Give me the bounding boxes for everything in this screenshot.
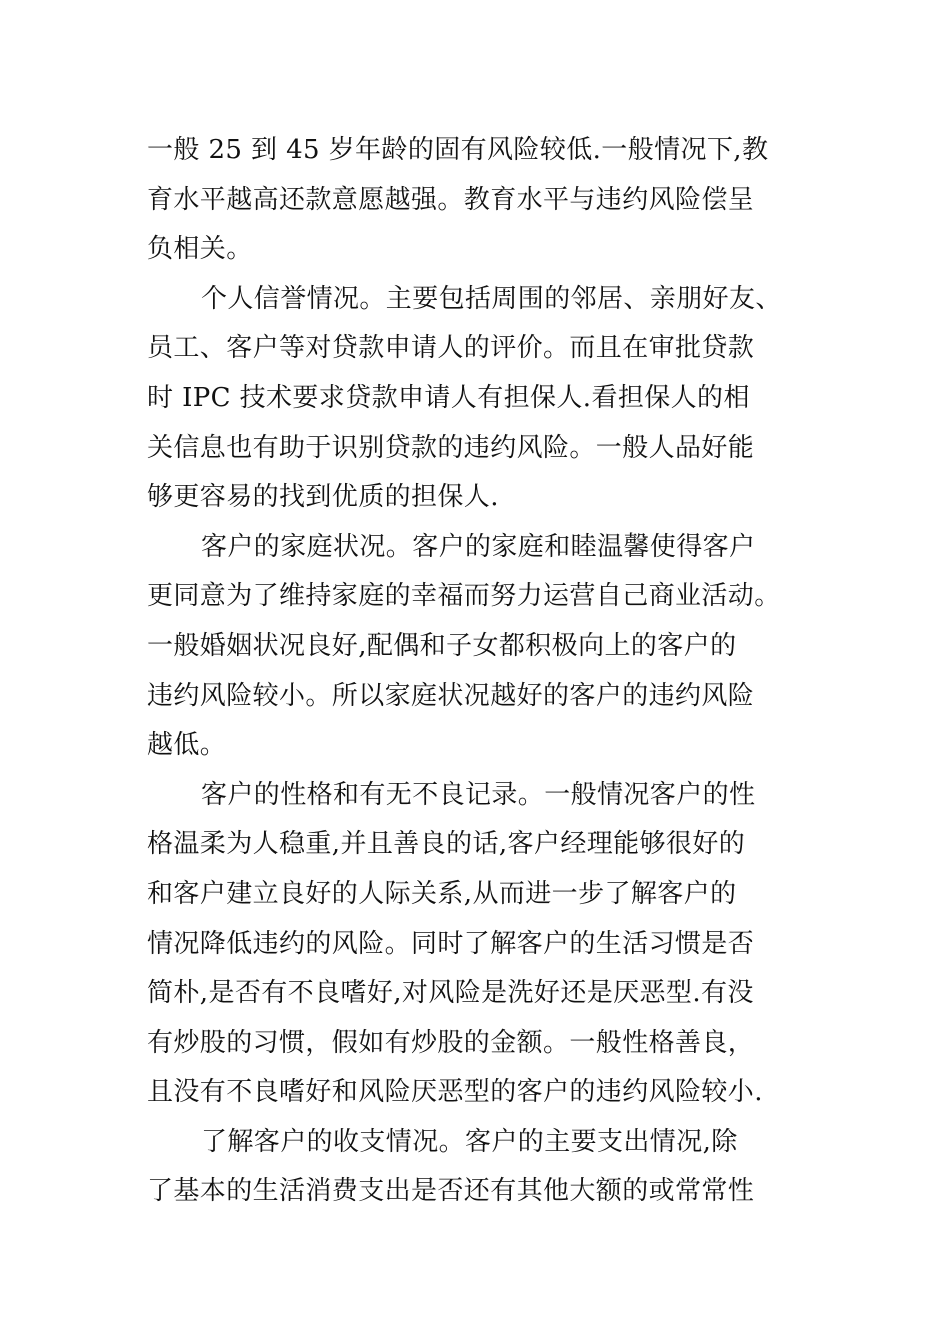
text-line: 员工、客户等对贷款申请人的评价。而且在审批贷款 <box>147 333 755 364</box>
text-line: 更同意为了维持家庭的幸福而努力运营自己商业活动。 <box>147 581 781 612</box>
text-line: 情况降低违约的风险。同时了解客户的生活习惯是否 <box>147 928 755 959</box>
text-line: 关信息也有助于识别贷款的违约风险。一般人品好能 <box>147 432 755 463</box>
text-line: 且没有不良嗜好和风险厌恶型的客户的违约风险较小. <box>147 1077 763 1108</box>
body-text <box>147 126 847 1217</box>
text-line: 越低。 <box>147 730 227 761</box>
paragraph-first-line: 了解客户的收支情况。客户的主要支出情况,除 <box>201 1126 738 1157</box>
text-line: 格温柔为人稳重,并且善良的话,客户经理能够很好的 <box>147 829 746 860</box>
text-line: 有炒股的习惯，假如有炒股的金额。一般性格善良， <box>147 1027 755 1058</box>
paragraph-first-line: 客户的性格和有无不良记录。一般情况客户的性 <box>201 779 756 810</box>
text-line: 够更容易的找到优质的担保人. <box>147 482 499 513</box>
text-line: 时 IPC 技术要求贷款申请人有担保人.看担保人的相 <box>147 382 750 413</box>
text-line: 简朴,是否有不良嗜好,对风险是洗好还是厌恶型.有没 <box>147 978 754 1009</box>
text-line: 和客户建立良好的人际关系,从而进一步了解客户的 <box>147 878 737 909</box>
text-line: 育水平越高还款意愿越强。教育水平与违约风险偿呈 <box>147 184 755 215</box>
text-line: 负相关。 <box>147 234 253 265</box>
text-line: 违约风险较小。所以家庭状况越好的客户的违约风险 <box>147 680 755 711</box>
text-line: 一般婚姻状况良好,配偶和子女都积极向上的客户的 <box>147 630 737 661</box>
text-line: 一般 25 到 45 岁年龄的固有风险较低.一般情况下,教 <box>147 135 769 165</box>
paragraph-first-line: 个人信誉情况。主要包括周围的邻居、亲朋好友、 <box>201 283 782 314</box>
paragraph-first-line: 客户的家庭状况。客户的家庭和睦温馨使得客户 <box>201 531 756 562</box>
text-line: 了基本的生活消费支出是否还有其他大额的或常常性 <box>147 1176 755 1207</box>
